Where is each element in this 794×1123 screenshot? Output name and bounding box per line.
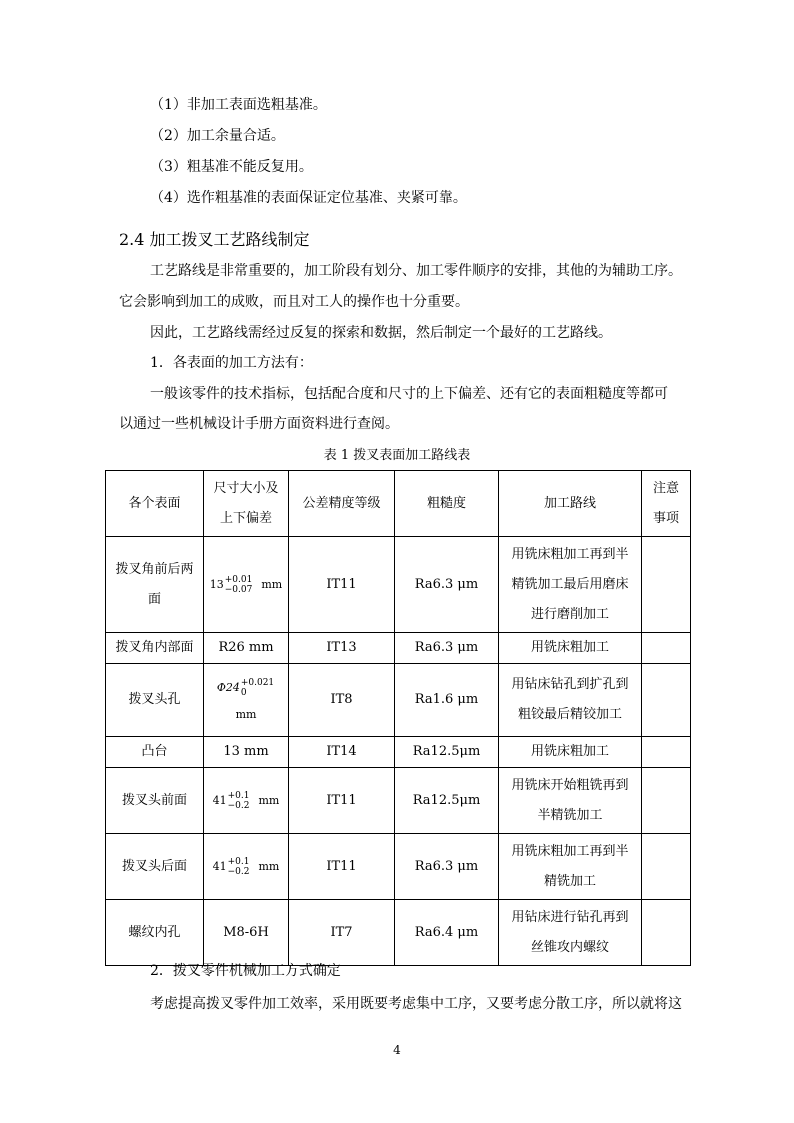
- cell-size: [204, 768, 289, 834]
- cell-grade: IT14: [289, 737, 395, 768]
- header-grade: 公差精度等级: [289, 471, 395, 537]
- cell-notes: [642, 737, 691, 768]
- paragraph-line: 工艺路线是非常重要的，加工阶段有划分、加工零件顺序的安排，其他的为辅助工序。: [150, 263, 682, 279]
- cell-grade: IT7: [289, 900, 395, 966]
- paragraph-line: 考虑提高拨叉零件加工效率，采用既要考虑集中工序，又要考虑分散工序，所以就将这: [150, 996, 682, 1012]
- table-row: [106, 900, 691, 966]
- tolerance-value: [208, 678, 284, 722]
- cell-line: 用钻床进行钻孔再到: [511, 909, 629, 925]
- tolerance-limits: [241, 678, 274, 698]
- list-item: （4）选作粗基准的表面保证定位基准、夹紧可靠。: [150, 190, 467, 206]
- table-row: [106, 737, 691, 768]
- cell-roughness: Ra6.3 μm: [395, 537, 499, 633]
- list-item: （2）加工余量合适。: [150, 128, 285, 144]
- cell-surface: 螺纹内孔: [106, 900, 204, 966]
- cell-line: 精铣加工: [543, 873, 596, 889]
- tolerance-main: [217, 678, 275, 698]
- tolerance-lower: −0.07: [224, 584, 253, 595]
- subheading: 1．各表面的加工方法有：: [150, 355, 313, 371]
- cell-grade: IT13: [289, 633, 395, 664]
- cell-size: [204, 834, 289, 900]
- paragraph-line: 它会影响到加工的成败，而且对工人的操作也十分重要。: [119, 294, 469, 310]
- tolerance-value: [210, 575, 282, 595]
- cell-roughness: Ra1.6 μm: [395, 664, 499, 737]
- tolerance-value: [213, 791, 280, 811]
- cell-line: 用铣床粗加工再到半: [511, 546, 629, 562]
- cell-surface: 拨叉头孔: [106, 664, 204, 737]
- tolerance-lower: 0: [240, 688, 247, 698]
- list-item: （1）非加工表面选粗基准。: [150, 97, 327, 113]
- tolerance-limits: [228, 791, 250, 811]
- cell-line: 拨叉角前后两: [115, 561, 194, 577]
- cell-size: [204, 537, 289, 633]
- paragraph-line: 因此，工艺路线需经过反复的探索和数据，然后制定一个最好的工艺路线。: [150, 325, 612, 341]
- cell-line: 粗铰最后精铰加工: [517, 707, 622, 722]
- paragraph-line: 一般该零件的技术指标，包括配合度和尺寸的上下偏差、还有它的表面粗糙度等都可: [150, 386, 668, 402]
- cell-line: 面: [147, 591, 161, 607]
- tolerance-lower: −0.2: [227, 866, 250, 877]
- header-size-line: 尺寸大小及: [213, 480, 279, 496]
- cell-route: 用铣床粗加工: [499, 737, 642, 768]
- subheading: 2．拨叉零件机械加工方式确定: [150, 963, 341, 979]
- tolerance-upper: +0.021: [240, 678, 275, 688]
- cell-route: [499, 834, 642, 900]
- cell-notes: [642, 834, 691, 900]
- cell-notes: [642, 633, 691, 664]
- cell-route: [499, 900, 642, 966]
- table-caption: 表 1 拨叉表面加工路线表: [323, 448, 471, 463]
- tolerance-lower: −0.2: [227, 800, 250, 811]
- cell-notes: [642, 664, 691, 737]
- cell-size: [204, 664, 289, 737]
- cell-route: [499, 768, 642, 834]
- tolerance-base: 41: [212, 793, 227, 807]
- header-notes-line: 注意: [652, 480, 679, 496]
- tolerance-upper: +0.1: [227, 790, 250, 801]
- process-route-table: [105, 470, 691, 966]
- list-item: （3）粗基准不能反复用。: [150, 159, 313, 175]
- tolerance-unit: mm: [258, 793, 280, 807]
- header-size-line: 上下偏差: [219, 510, 272, 526]
- cell-line: 用铣床粗加工再到半: [511, 843, 629, 859]
- cell-roughness: Ra12.5μm: [395, 768, 499, 834]
- cell-size: R26 mm: [204, 633, 289, 664]
- section-heading: 2.4 加工拨叉工艺路线制定: [119, 230, 310, 249]
- cell-grade: IT11: [289, 834, 395, 900]
- table-row: [106, 834, 691, 900]
- cell-notes: [642, 537, 691, 633]
- tolerance-value: [213, 857, 280, 877]
- cell-size: M8-6H: [204, 900, 289, 966]
- cell-size: 13 mm: [204, 737, 289, 768]
- cell-grade: IT11: [289, 768, 395, 834]
- cell-line: 进行磨削加工: [530, 606, 609, 622]
- cell-line: 半精铣加工: [537, 807, 603, 823]
- tolerance-upper: +0.1: [227, 856, 250, 867]
- cell-route: 用铣床粗加工: [499, 633, 642, 664]
- cell-surface: 凸台: [106, 737, 204, 768]
- cell-line: 丝锥攻内螺纹: [530, 939, 609, 955]
- table-header-row: [106, 471, 691, 537]
- cell-surface: 拨叉头前面: [106, 768, 204, 834]
- tolerance-limits: [228, 857, 250, 877]
- table-row: [106, 768, 691, 834]
- cell-surface: 拨叉角内部面: [106, 633, 204, 664]
- header-notes-line: 事项: [652, 510, 679, 526]
- header-size: [204, 471, 289, 537]
- header-notes: [642, 471, 691, 537]
- table-row: [106, 664, 691, 737]
- cell-roughness: Ra6.4 μm: [395, 900, 499, 966]
- tolerance-base: 13: [209, 577, 224, 591]
- tolerance-base: Φ24: [216, 681, 240, 694]
- tolerance-upper: +0.01: [224, 574, 253, 585]
- tolerance-unit: mm: [258, 859, 280, 873]
- paragraph-line: 以通过一些机械设计手册方面资料进行查阅。: [119, 416, 399, 432]
- cell-roughness: Ra12.5μm: [395, 737, 499, 768]
- cell-line: 用钻床钻孔到扩孔到: [511, 677, 629, 692]
- tolerance-base: 41: [212, 859, 227, 873]
- header-route: 加工路线: [499, 471, 642, 537]
- table-row: [106, 537, 691, 633]
- cell-notes: [642, 900, 691, 966]
- cell-route: [499, 537, 642, 633]
- cell-line: 精铣加工最后用磨床: [511, 576, 629, 592]
- cell-notes: [642, 768, 691, 834]
- page-number: 4: [393, 1043, 401, 1057]
- tolerance-limits: [225, 575, 253, 595]
- cell-grade: IT8: [289, 664, 395, 737]
- tolerance-unit: mm: [261, 577, 283, 591]
- cell-grade: IT11: [289, 537, 395, 633]
- cell-route: [499, 664, 642, 737]
- table-row: [106, 633, 691, 664]
- tolerance-unit: mm: [235, 708, 257, 721]
- cell-roughness: Ra6.3 μm: [395, 633, 499, 664]
- cell-line: 用铣床开始粗铣再到: [511, 777, 629, 793]
- cell-surface: [106, 537, 204, 633]
- cell-roughness: Ra6.3 μm: [395, 834, 499, 900]
- header-surface: 各个表面: [106, 471, 204, 537]
- header-roughness: 粗糙度: [395, 471, 499, 537]
- cell-surface: 拨叉头后面: [106, 834, 204, 900]
